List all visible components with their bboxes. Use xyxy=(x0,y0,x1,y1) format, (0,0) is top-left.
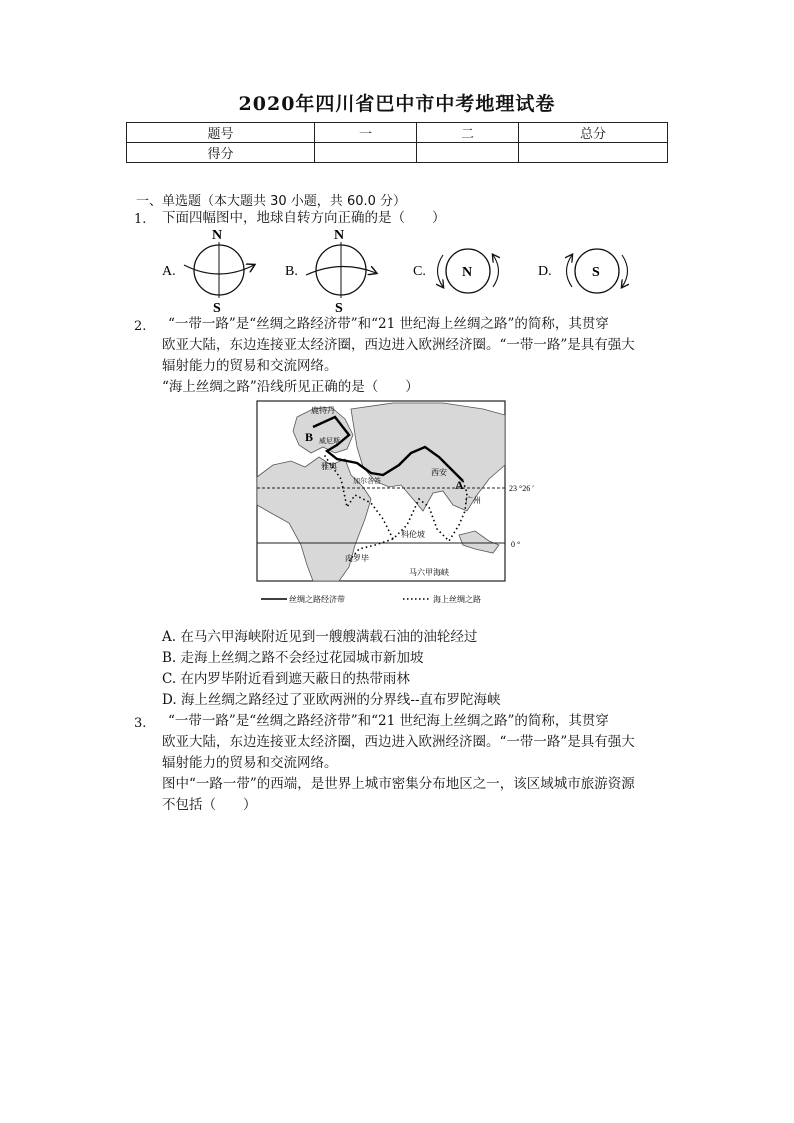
option-d-figure xyxy=(538,249,628,293)
question-3-number: 3. xyxy=(134,716,147,731)
question-2-number: 2. xyxy=(134,319,147,334)
question-2-intro xyxy=(162,314,635,398)
option-letter: B. xyxy=(162,650,177,666)
north-pole-label: N xyxy=(212,228,223,243)
intro-line: 辐射能力的贸易和交流网络。 xyxy=(162,755,338,771)
rotation-arrow xyxy=(493,255,499,287)
option-c-figure xyxy=(413,249,499,293)
score-table-header-cell: 一 xyxy=(315,123,417,143)
score-table xyxy=(126,122,668,163)
score-table-header-cell: 题号 xyxy=(127,123,315,143)
pole-label: S xyxy=(592,265,600,280)
map-label-b: B xyxy=(305,430,314,444)
score-cell xyxy=(417,143,519,163)
question-2-text: “海上丝绸之路”沿线所见正确的是（ ） xyxy=(162,379,419,395)
map-label-a: A xyxy=(455,478,464,492)
option-letter: D. xyxy=(162,692,177,708)
option-letter: A. xyxy=(162,629,177,645)
rotation-arrow xyxy=(567,255,573,287)
map-label-malacca: 马六甲海峡 xyxy=(409,568,449,577)
question-1-number: 1. xyxy=(134,212,147,227)
map-label-colombo: 科伦坡 xyxy=(401,530,425,539)
option-a-figure xyxy=(162,228,254,315)
intro-line: 欧亚大陆，东边连接亚太经济圈，西边进入欧洲经济圈。“一带一路”是具有强大 xyxy=(162,734,635,750)
north-pole-label: N xyxy=(334,228,345,243)
option-a-letter: A. xyxy=(162,264,176,279)
score-cell xyxy=(315,143,417,163)
map-label-venice: 威尼斯 xyxy=(319,437,340,445)
pole-label: N xyxy=(462,265,473,280)
intro-line: 辐射能力的贸易和交流网络。 xyxy=(162,358,338,374)
option-b-figure xyxy=(285,228,376,315)
option-text: 在内罗毕附近看到遮天蔽日的热带雨林 xyxy=(180,671,410,687)
map-label-guangzhou: 广州 xyxy=(465,496,481,505)
question-3-text: 不包括（ ） xyxy=(162,797,257,813)
rotation-arrow xyxy=(438,255,444,287)
score-table-header-cell: 总分 xyxy=(519,123,668,143)
intro-line: 欧亚大陆，东边连接亚太经济圈，西边进入欧洲经济圈。“一带一路”是具有强大 xyxy=(162,337,635,353)
option-text: 在马六甲海峡附近见到一艘艘满载石油的油轮经过 xyxy=(180,629,478,645)
question-2-option-b[interactable] xyxy=(162,648,424,669)
question-3-text: 图中“一路一带”的西端，是世界上城市密集分布地区之一，该区域城市旅游资源 xyxy=(162,776,635,792)
silk-road-map xyxy=(253,395,553,610)
intro-line: “一带一路”是“丝绸之路经济带”和“21 世纪海上丝绸之路”的简称，其贯穿 xyxy=(168,713,609,729)
option-b-letter: B. xyxy=(285,264,298,279)
question-1-figures xyxy=(0,225,794,315)
legend-sea-label: 海上丝绸之路 xyxy=(433,595,481,604)
option-text: 海上丝绸之路经过了亚欧两洲的分界线--直布罗陀海峡 xyxy=(180,692,501,708)
page-title: 2020年四川省巴中市中考地理试卷 xyxy=(238,93,556,115)
map-label-athens: 雅典 xyxy=(321,462,337,471)
map-label-xian: 西安 xyxy=(431,468,447,477)
intro-line: “一带一路”是“丝绸之路经济带”和“21 世纪海上丝绸之路”的简称，其贯穿 xyxy=(168,316,609,332)
score-table-score-row xyxy=(127,143,668,163)
option-text: 走海上丝绸之路不会经过花园城市新加坡 xyxy=(180,650,424,666)
option-letter: C. xyxy=(162,671,177,687)
question-1-text: 下面四幅图中，地球自转方向正确的是（ ） xyxy=(162,210,446,226)
score-table-row-label: 得分 xyxy=(127,143,315,163)
map-label-equator: 0 ° xyxy=(511,540,521,549)
option-c-letter: C. xyxy=(413,264,426,279)
question-3-intro xyxy=(162,711,635,816)
map-label-tropic: 23 °26 ′ xyxy=(509,484,534,493)
map-label-calcutta: 加尔各答 xyxy=(353,477,381,485)
question-2-option-c[interactable] xyxy=(162,669,410,690)
section-heading: 一、单选题（本大题共 30 小题，共 60.0 分） xyxy=(136,194,407,209)
south-pole-label: S xyxy=(213,301,221,315)
question-2-option-d[interactable] xyxy=(162,690,501,711)
map-label-nairobi: 内罗毕 xyxy=(345,554,369,563)
question-2-option-a[interactable] xyxy=(162,627,477,648)
option-d-letter: D. xyxy=(538,264,552,279)
legend-land-label: 丝绸之路经济带 xyxy=(289,595,345,604)
rotation-arrow xyxy=(622,255,628,287)
map-label-rotterdam: 鹿特丹 xyxy=(311,406,335,415)
score-cell xyxy=(519,143,668,163)
south-pole-label: S xyxy=(335,301,343,315)
score-table-header-row xyxy=(127,123,668,143)
score-table-header-cell: 二 xyxy=(417,123,519,143)
